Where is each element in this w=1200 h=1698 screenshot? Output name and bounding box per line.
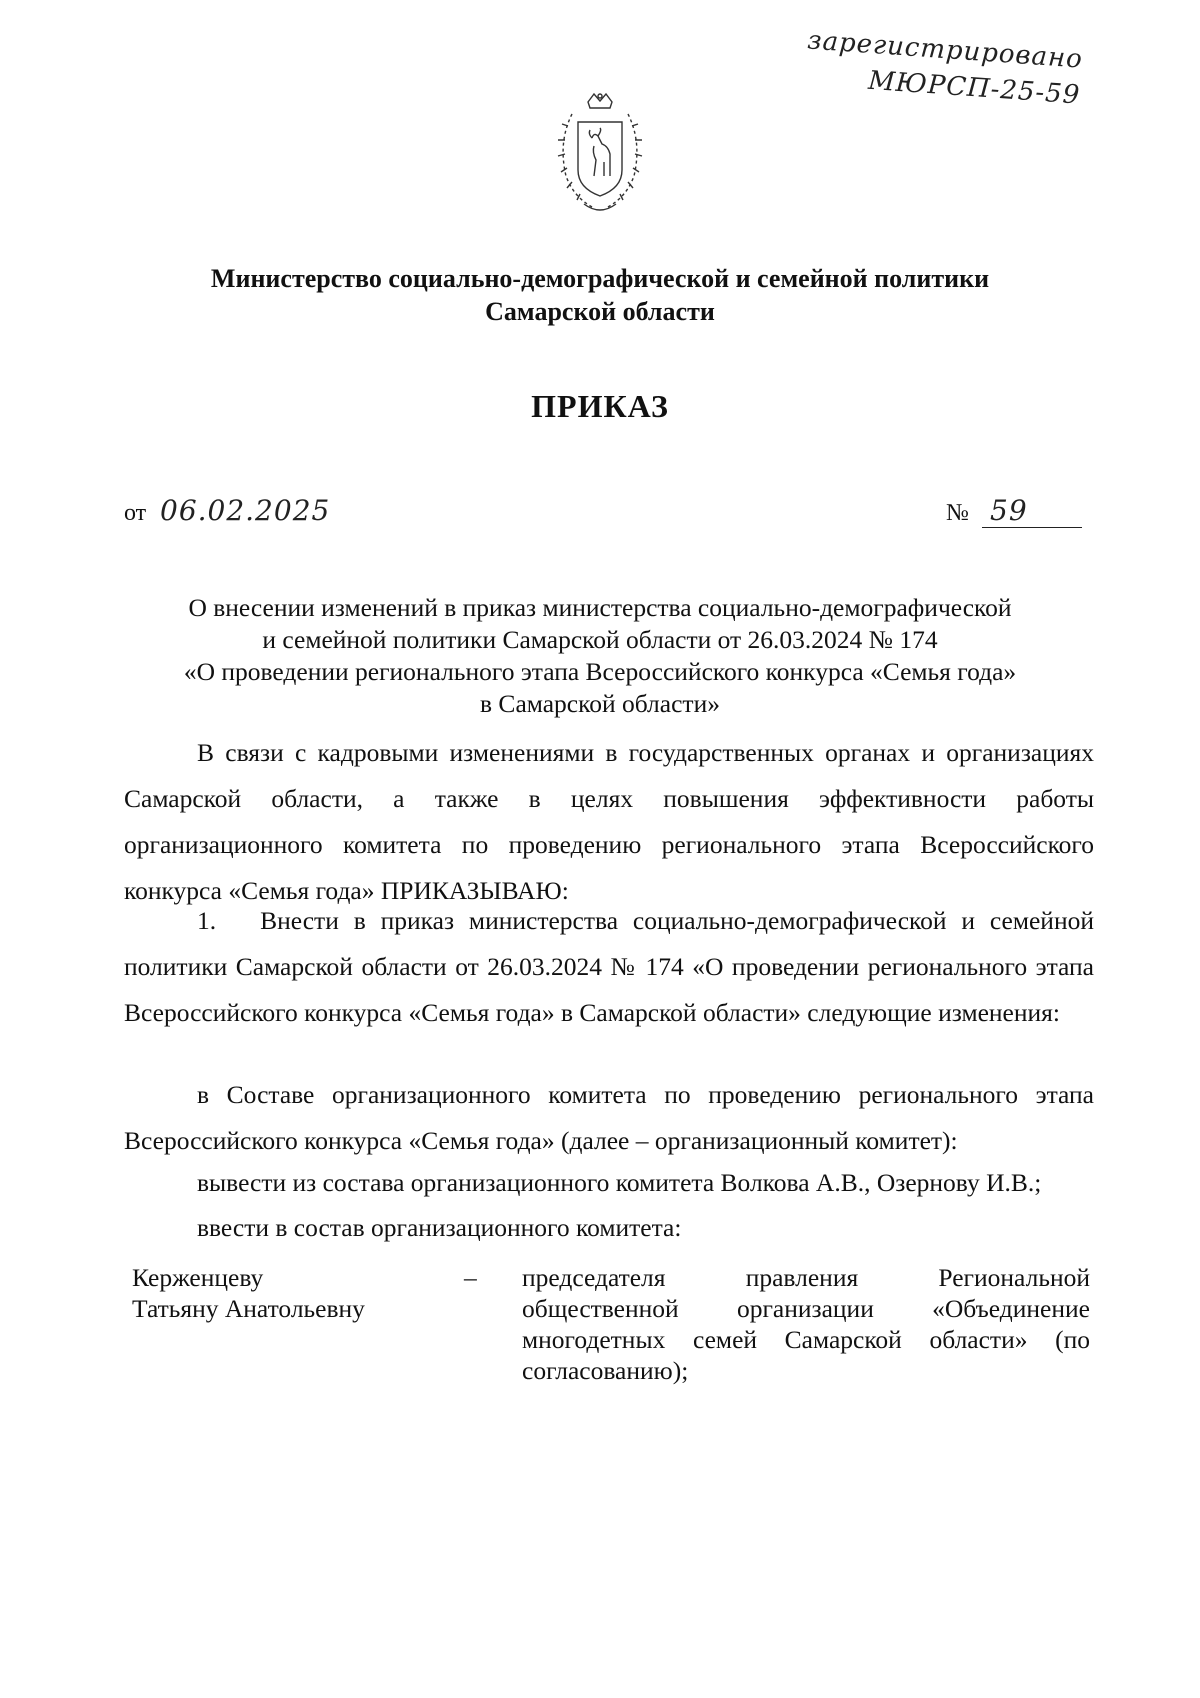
member-given-names: Татьяну Анатольевну bbox=[132, 1294, 365, 1323]
order-title bbox=[130, 592, 1070, 720]
handwritten-registration-note bbox=[660, 15, 1084, 110]
ministry-name-line-1: Министерство социально-демографической и семейной политики bbox=[210, 264, 990, 293]
order-title-line-4: в Самарской области» bbox=[480, 689, 720, 718]
member-surname: Керженцеву bbox=[132, 1263, 264, 1292]
remove-members-paragraph: вывести из состава организационного комитета Волкова А.В., Озернову И.В.; bbox=[197, 1168, 1042, 1197]
samara-coat-of-arms-icon bbox=[548, 92, 652, 220]
order-title-line-2: и семейной политики Самарской области от 26.03.2024 № 174 bbox=[262, 625, 938, 654]
order-title-line-3: «О проведении регионального этапа Всероссийского конкурса «Семья года» bbox=[183, 657, 1017, 686]
add-members-paragraph: ввести в состав организационного комитета: bbox=[197, 1213, 682, 1242]
order-title-line-1: О внесении изменений в приказ министерства социально-демографической bbox=[188, 593, 1012, 622]
handwritten-date: 06.02.2025 bbox=[160, 494, 331, 527]
item-1-number: 1. bbox=[197, 906, 217, 935]
item-1-paragraph bbox=[124, 898, 1094, 1036]
handwritten-line-2: МЮРСП-25-59 bbox=[867, 65, 1082, 111]
date-number-row bbox=[124, 494, 1100, 540]
handwritten-number: 59 bbox=[982, 494, 1082, 528]
member-position: председателя правления Региональной общественной организации «Объединение многодетных семей Самарской области» (по согласованию); bbox=[522, 1263, 1090, 1385]
preamble-paragraph: В связи с кадровыми изменениями в государственных органах и организациях Самарской области, а также в целях повышения эффективности работы организационного комитета по проведению регионального этапа Всероссийского конкурса «Семья года» ПРИКАЗЫВАЮ: bbox=[124, 738, 1094, 905]
handwritten-line-1: зарегистрировано bbox=[806, 25, 1084, 75]
number-prefix: № bbox=[946, 500, 969, 526]
ministry-name bbox=[0, 262, 1200, 328]
document-type-heading: ПРИКАЗ bbox=[531, 388, 669, 424]
composition-paragraph: в Составе организационного комитета по проведению регионального этапа Всероссийского конкурса «Семья года» (далее – организационный комитет): bbox=[124, 1080, 1094, 1155]
ministry-name-line-2: Самарской области bbox=[485, 297, 715, 326]
item-1-text: Внести в приказ министерства социально-демографической и семейной политики Самарской области от 26.03.2024 № 174 «О проведении регионального этапа Всероссийского конкурса «Семья года» в Самарской области» следующие изменения: bbox=[124, 906, 1094, 1027]
member-name bbox=[132, 1262, 452, 1324]
member-dash: – bbox=[464, 1263, 477, 1292]
date-prefix: от bbox=[124, 500, 147, 526]
